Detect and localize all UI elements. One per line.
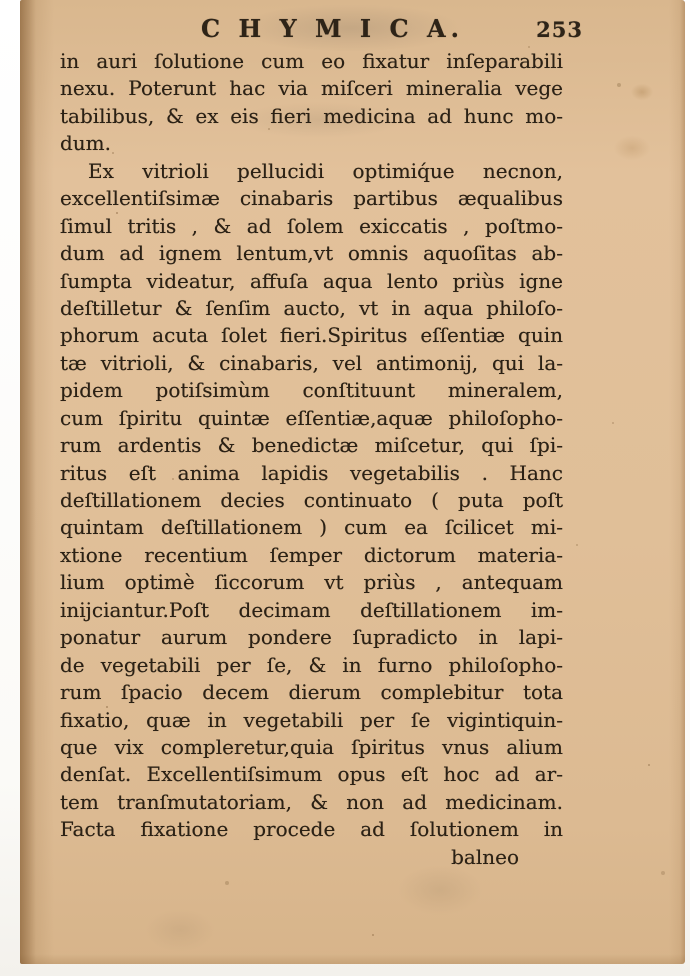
text-line: deſtillationem decies continuato ( puta poſt (60, 488, 563, 512)
catchword: balneo (451, 844, 519, 869)
text-line: inijciantur.Poſt decimam deſtillationem im- (60, 597, 563, 622)
body-text (60, 48, 563, 871)
text-line: tæ vitrioli, & cinabaris, vel antimonij, qui la- (60, 350, 563, 375)
text-line: que vix compleretur,quia ſpiritus vnus alium (60, 734, 563, 759)
text-line: ſimul tritis , & ad ſolem exiccatis , poſtmo- (60, 213, 563, 238)
book-page (20, 0, 685, 964)
text-line: tabilibus, & ex eis fieri medicina ad hunc mo- (60, 103, 563, 128)
text-line: pidem potiſsimùm conſtituunt mineralem, (60, 378, 563, 403)
text-line: xtione recentium ſemper dictorum materia- (60, 542, 563, 567)
text-line: quintam deſtillationem ) cum ea ſcilicet mi- (60, 515, 563, 540)
text-line: Facta fixatione procede ad ſolutionem in (60, 817, 563, 842)
page-title: C H Y M I C A. (201, 14, 464, 43)
text-line: excellentiſsimæ cinabaris partibus æqualibus (60, 186, 563, 211)
page-number: 253 (536, 17, 583, 42)
text-line: cum ſpiritu quintæ eſſentiæ,aquæ philoſopho- (60, 405, 563, 430)
text-line: fixatio, quæ in vegetabili per ſe vigintiquin- (60, 707, 563, 732)
text-line: nexu. Poterunt hac via miſceri mineralia vege (60, 76, 563, 101)
text-line: denſat. Excellentiſsimum opus eſt hoc ad ar- (60, 762, 563, 787)
text-line: lium optimè ſiccorum vt priùs , antequam (60, 570, 563, 595)
running-head (60, 14, 605, 46)
text-line: ſumpta videatur, affuſa aqua lento priùs igne (60, 268, 563, 293)
paper-specks-decoration (20, 0, 22, 2)
text-line: deſtilletur & ſenſim aucto, vt in aqua philoſo- (60, 295, 563, 320)
text-line: ponatur aurum pondere ſupradicto in lapi- (60, 625, 563, 650)
text-line: de vegetabili per ſe, & in furno philoſopho- (60, 652, 563, 677)
text-line: dum. (60, 131, 112, 156)
text-line: tem tranſmutatoriam, & non ad medicinam. (60, 789, 563, 814)
text-line: rum ardentis & benedictæ miſcetur, qui ſpi- (60, 433, 563, 458)
text-line: in auri ſolutione cum eo fixatur inſeparabili (60, 49, 563, 73)
text-line: rum ſpacio decem dierum complebitur tota (60, 680, 563, 705)
text-line: dum ad ignem lentum,vt omnis aquoſitas ab- (60, 241, 563, 266)
text-line: Ex vitrioli pellucidi optimiq́ue necnon, (88, 158, 563, 183)
text-line: ritus eſt anima lapidis vegetabilis . Hanc (60, 460, 563, 485)
text-line: phorum acuta ſolet fieri.Spiritus eſſentiæ quin (60, 323, 563, 348)
